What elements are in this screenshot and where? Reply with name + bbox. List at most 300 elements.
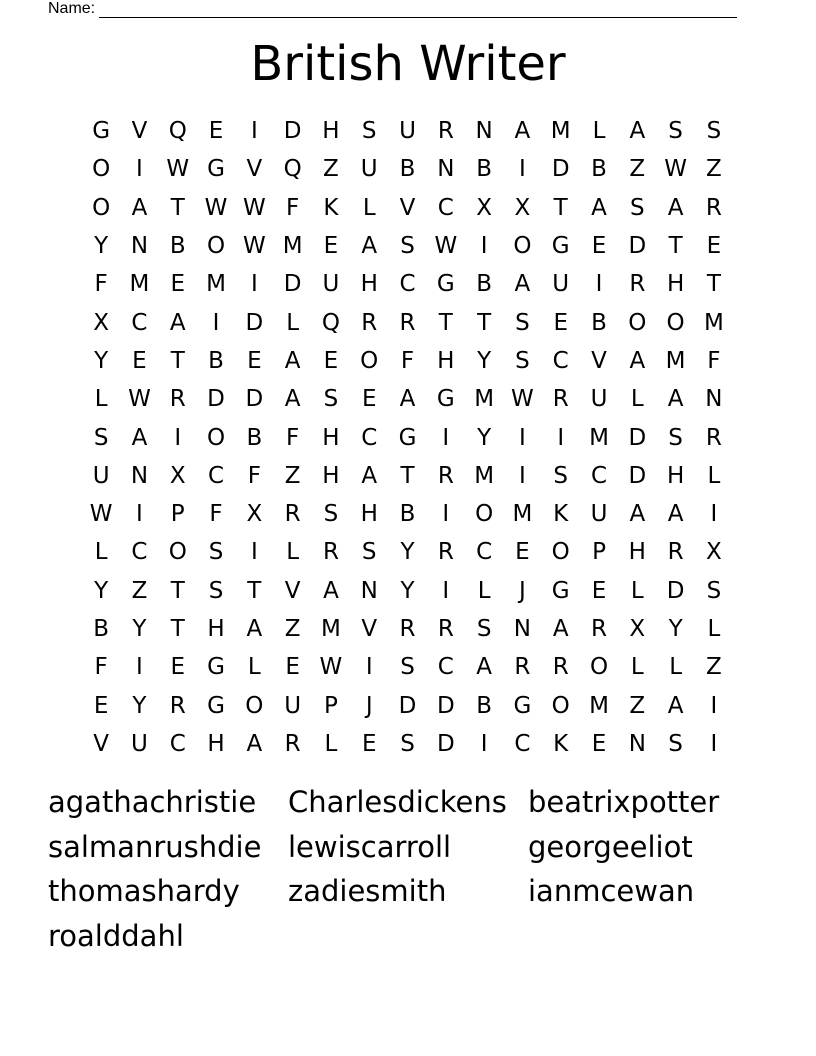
grid-letter[interactable]: I — [519, 424, 526, 451]
grid-letter[interactable]: X — [476, 194, 492, 221]
grid-letter[interactable]: M — [589, 692, 609, 719]
grid-letter[interactable]: V — [246, 156, 263, 183]
grid-letter[interactable]: T — [438, 309, 453, 336]
grid-letter[interactable]: H — [666, 271, 685, 298]
grid-letter[interactable]: Z — [629, 156, 646, 183]
grid-letter[interactable]: N — [360, 577, 378, 604]
grid-letter[interactable]: G — [207, 654, 225, 681]
grid-letter[interactable]: H — [322, 424, 340, 451]
grid-letter[interactable]: B — [169, 233, 186, 260]
grid-letter[interactable]: R — [514, 654, 531, 681]
grid-letter[interactable]: C — [131, 309, 148, 336]
grid-letter[interactable]: M — [589, 424, 609, 451]
grid-letter[interactable]: O — [360, 347, 379, 374]
grid-letter[interactable]: U — [284, 692, 302, 719]
grid-row — [82, 418, 734, 456]
grid-letter[interactable]: E — [170, 654, 186, 681]
grid-letter[interactable]: H — [322, 462, 340, 489]
grid-letter[interactable]: D — [398, 692, 417, 719]
grid-letter[interactable]: I — [212, 309, 220, 336]
grid-letter[interactable]: I — [250, 539, 258, 566]
grid-letter[interactable]: E — [247, 347, 262, 374]
grid-letter[interactable]: M — [703, 309, 724, 336]
grid-letter[interactable]: O — [589, 654, 609, 681]
grid-letter[interactable]: V — [131, 118, 148, 145]
grid-letter[interactable]: E — [591, 233, 607, 260]
grid-letter[interactable]: C — [399, 271, 416, 298]
grid-letter[interactable]: S — [476, 616, 492, 642]
grid-letter[interactable]: E — [515, 539, 530, 566]
grid-letter[interactable]: U — [92, 462, 110, 489]
grid-letter[interactable]: S — [553, 462, 569, 489]
grid-letter[interactable]: R — [169, 386, 186, 413]
grid-letter[interactable]: D — [283, 118, 302, 145]
grid-letter[interactable]: R — [705, 194, 722, 221]
grid-letter[interactable]: L — [477, 577, 491, 604]
grid-letter[interactable]: L — [630, 654, 644, 681]
grid-letter[interactable]: E — [132, 347, 147, 374]
grid-letter[interactable]: G — [551, 577, 570, 604]
grid-letter[interactable]: R — [399, 309, 416, 336]
grid-letter[interactable]: N — [705, 386, 723, 413]
grid-letter[interactable]: M — [512, 501, 533, 528]
grid-letter[interactable]: L — [94, 539, 108, 566]
grid-letter[interactable]: I — [480, 233, 488, 260]
grid-letter[interactable]: O — [92, 156, 111, 183]
grid-letter[interactable]: A — [552, 616, 569, 642]
grid-letter[interactable]: P — [170, 501, 185, 528]
grid-letter[interactable]: N — [628, 730, 646, 757]
grid-letter[interactable]: W — [128, 386, 151, 413]
grid-letter[interactable]: H — [322, 118, 340, 145]
grid-letter[interactable]: F — [94, 271, 108, 298]
grid-letter[interactable]: S — [668, 730, 683, 757]
grid-letter[interactable]: S — [515, 347, 530, 374]
grid-letter[interactable]: R — [437, 118, 454, 145]
grid-letter[interactable]: S — [400, 233, 415, 260]
grid-letter[interactable]: N — [513, 616, 532, 642]
grid-letter[interactable]: V — [591, 347, 607, 374]
grid-letter[interactable]: F — [209, 501, 223, 528]
grid-letter[interactable]: S — [706, 118, 722, 145]
grid-letter[interactable]: D — [245, 386, 264, 413]
word-list-item: roalddahl — [48, 918, 184, 953]
grid-letter[interactable]: B — [208, 347, 224, 374]
grid-letter[interactable]: E — [323, 233, 339, 260]
grid-letter[interactable]: S — [515, 309, 530, 336]
grid-letter[interactable]: G — [207, 692, 225, 719]
grid-letter[interactable]: D — [207, 386, 225, 413]
grid-letter[interactable]: F — [400, 347, 415, 374]
grid-letter[interactable]: B — [476, 692, 492, 719]
grid-row — [82, 342, 734, 380]
grid-letter[interactable]: J — [519, 577, 526, 604]
grid-letter[interactable]: L — [324, 730, 338, 757]
grid-letter[interactable]: C — [437, 654, 454, 681]
grid-row — [82, 648, 734, 686]
grid-letter[interactable]: A — [667, 692, 684, 719]
grid-letter[interactable]: E — [591, 577, 607, 604]
grid-letter[interactable]: M — [321, 616, 341, 642]
grid-letter[interactable]: K — [553, 501, 569, 528]
grid-letter[interactable]: I — [442, 424, 450, 451]
grid-letter[interactable]: F — [707, 347, 721, 374]
grid-letter[interactable]: E — [170, 271, 186, 298]
grid-letter[interactable]: N — [475, 118, 493, 145]
grid-letter[interactable]: D — [666, 577, 685, 604]
grid-letter[interactable]: N — [437, 156, 455, 183]
grid-letter[interactable]: S — [208, 577, 224, 604]
grid-letter[interactable]: G — [436, 386, 455, 413]
grid-letter[interactable]: W — [664, 156, 687, 183]
grid-letter[interactable]: Q — [168, 118, 187, 145]
grid-letter[interactable]: C — [208, 462, 225, 489]
grid-letter[interactable]: R — [705, 424, 722, 451]
grid-letter[interactable]: S — [400, 730, 415, 757]
grid-letter[interactable]: A — [284, 386, 301, 413]
grid-letter[interactable]: T — [400, 462, 415, 489]
grid-letter[interactable]: O — [92, 194, 111, 221]
grid-letter[interactable]: I — [136, 156, 143, 183]
grid-letter[interactable]: G — [551, 233, 570, 260]
grid-letter[interactable]: L — [286, 309, 300, 336]
grid-letter[interactable]: X — [93, 309, 110, 336]
grid-letter[interactable]: V — [93, 730, 110, 757]
grid-letter[interactable]: I — [519, 156, 526, 183]
grid-letter[interactable]: A — [131, 424, 148, 451]
grid-letter[interactable]: G — [513, 692, 532, 719]
grid-letter[interactable]: R — [437, 539, 454, 566]
grid-letter[interactable]: D — [245, 309, 264, 336]
grid-letter[interactable]: O — [206, 424, 226, 451]
grid-letter[interactable]: C — [131, 539, 148, 566]
grid-letter[interactable]: A — [667, 194, 684, 221]
grid-letter[interactable]: B — [591, 156, 607, 183]
grid-letter[interactable]: Z — [131, 577, 148, 604]
grid-letter[interactable]: A — [514, 271, 531, 298]
grid-letter[interactable]: O — [666, 309, 685, 336]
grid-letter[interactable]: M — [129, 271, 150, 298]
grid-letter[interactable]: T — [247, 577, 262, 604]
grid-letter[interactable]: H — [207, 616, 225, 642]
grid-letter[interactable]: B — [476, 156, 492, 183]
grid-letter[interactable]: A — [591, 194, 607, 221]
grid-letter[interactable]: D — [628, 424, 647, 451]
grid-letter[interactable]: I — [174, 424, 182, 451]
grid-letter[interactable]: Z — [706, 156, 722, 183]
grid-letter[interactable]: Z — [629, 692, 646, 719]
grid-letter[interactable]: A — [667, 386, 684, 413]
grid-letter[interactable]: O — [168, 539, 187, 566]
grid-letter[interactable]: M — [206, 271, 226, 298]
grid-letter[interactable]: T — [668, 233, 683, 260]
grid-letter[interactable]: Y — [477, 347, 492, 374]
grid-letter[interactable]: R — [322, 539, 339, 566]
word-list-item: georgeeliot — [528, 829, 693, 864]
grid-letter[interactable]: L — [362, 194, 376, 221]
grid-letter[interactable]: S — [400, 654, 415, 681]
grid-letter[interactable]: V — [284, 577, 301, 604]
grid-letter[interactable]: I — [136, 501, 143, 528]
grid-letter[interactable]: A — [629, 501, 646, 528]
grid-letter[interactable]: E — [93, 692, 109, 719]
grid-letter[interactable]: U — [590, 501, 608, 528]
grid-letter[interactable]: I — [442, 577, 450, 604]
grid-letter[interactable]: R — [552, 654, 569, 681]
grid-letter[interactable]: R — [591, 616, 607, 642]
grid-letter[interactable]: O — [513, 233, 532, 260]
grid-letter[interactable]: D — [436, 692, 455, 719]
grid-letter[interactable]: U — [552, 271, 570, 298]
grid-letter[interactable]: S — [323, 386, 339, 413]
grid-letter[interactable]: R — [667, 539, 684, 566]
grid-letter[interactable]: I — [557, 424, 565, 451]
grid-letter[interactable]: Z — [284, 462, 301, 489]
grid-letter[interactable]: A — [629, 347, 646, 374]
grid-letter[interactable]: F — [286, 424, 300, 451]
grid-letter[interactable]: A — [361, 233, 378, 260]
grid-letter[interactable]: D — [283, 271, 302, 298]
grid-letter[interactable]: W — [319, 654, 343, 681]
word-list-item: salmanrushdie — [48, 829, 262, 864]
word-list-item: Charlesdickens — [288, 785, 507, 819]
grid-letter[interactable]: H — [628, 539, 646, 566]
grid-letter[interactable]: M — [474, 386, 495, 413]
grid-letter[interactable]: R — [552, 386, 569, 413]
grid-letter[interactable]: L — [669, 654, 683, 681]
grid-letter[interactable]: Y — [94, 577, 109, 604]
grid-letter[interactable]: S — [706, 577, 722, 604]
grid-letter[interactable]: F — [94, 654, 108, 681]
grid-letter[interactable]: S — [668, 424, 683, 451]
grid-letter[interactable]: C — [169, 730, 186, 757]
grid-letter[interactable]: A — [246, 730, 263, 757]
grid-letter[interactable]: N — [130, 233, 149, 260]
grid-letter[interactable]: T — [170, 577, 185, 604]
grid-letter[interactable]: V — [399, 194, 416, 221]
grid-letter[interactable]: I — [519, 462, 526, 489]
grid-letter[interactable]: M — [474, 462, 495, 489]
grid-letter[interactable]: I — [480, 730, 488, 757]
grid-letter[interactable]: R — [361, 309, 378, 336]
grid-letter[interactable]: Y — [132, 692, 147, 719]
grid-letter[interactable]: E — [591, 730, 607, 757]
grid-letter[interactable]: I — [442, 501, 450, 528]
grid-letter[interactable]: P — [323, 692, 338, 719]
grid-letter[interactable]: C — [361, 424, 378, 451]
grid-letter[interactable]: G — [92, 118, 111, 145]
grid-letter[interactable]: W — [511, 386, 534, 413]
grid-letter[interactable]: S — [208, 539, 224, 566]
grid-letter[interactable]: M — [665, 347, 686, 374]
grid-letter[interactable]: U — [360, 156, 378, 183]
grid-letter[interactable]: W — [166, 156, 190, 183]
grid-letter[interactable]: O — [245, 692, 264, 719]
grid-letter[interactable]: S — [668, 118, 683, 145]
grid-letter[interactable]: L — [707, 616, 721, 642]
grid-letter[interactable]: O — [551, 692, 570, 719]
grid-row — [82, 380, 734, 418]
grid-letter[interactable]: S — [323, 501, 339, 528]
grid-letter[interactable]: A — [361, 462, 378, 489]
grid-letter[interactable]: Y — [94, 347, 109, 374]
grid-letter[interactable]: X — [706, 539, 722, 566]
grid-letter[interactable]: N — [130, 462, 149, 489]
grid-letter[interactable]: E — [285, 654, 300, 681]
grid-row — [82, 227, 734, 265]
grid-letter[interactable]: Z — [706, 654, 722, 681]
grid-letter[interactable]: H — [207, 730, 225, 757]
grid-letter[interactable]: L — [592, 118, 606, 145]
name-blank-line[interactable] — [99, 3, 737, 18]
grid-letter[interactable]: I — [710, 501, 718, 528]
grid-letter[interactable]: A — [514, 118, 531, 145]
grid-letter[interactable]: Y — [668, 616, 683, 642]
grid-letter[interactable]: O — [551, 539, 570, 566]
grid-letter[interactable]: V — [361, 616, 378, 642]
grid-letter[interactable]: H — [360, 271, 378, 298]
grid-letter[interactable]: R — [169, 692, 186, 719]
grid-letter[interactable]: R — [284, 501, 301, 528]
grid-letter[interactable]: E — [706, 233, 722, 260]
grid-letter[interactable]: D — [628, 462, 647, 489]
grid-letter[interactable]: X — [169, 462, 186, 489]
grid-letter[interactable]: B — [476, 271, 492, 298]
grid-letter[interactable]: I — [136, 654, 143, 681]
grid-letter[interactable]: M — [550, 118, 571, 145]
grid-letter[interactable]: H — [666, 462, 685, 489]
grid-letter[interactable]: Q — [283, 156, 302, 183]
grid-row — [82, 610, 734, 648]
grid-letter[interactable]: E — [323, 347, 339, 374]
grid-letter[interactable]: I — [365, 654, 373, 681]
grid-letter[interactable]: G — [398, 424, 417, 451]
grid-letter[interactable]: B — [93, 616, 110, 642]
grid-letter[interactable]: C — [476, 539, 493, 566]
grid-letter[interactable]: G — [207, 156, 225, 183]
grid-letter[interactable]: Z — [284, 616, 301, 642]
grid-letter[interactable]: B — [246, 424, 263, 451]
grid-letter[interactable]: A — [476, 654, 492, 681]
grid-letter[interactable]: R — [629, 271, 646, 298]
grid-letter[interactable]: C — [437, 194, 454, 221]
grid-letter[interactable]: O — [628, 309, 647, 336]
grid-letter[interactable]: A — [169, 309, 186, 336]
grid-letter[interactable]: B — [399, 501, 416, 528]
grid-letter[interactable]: W — [242, 194, 266, 221]
grid-letter[interactable]: Y — [400, 577, 415, 604]
grid-letter[interactable]: S — [361, 539, 377, 566]
grid-letter[interactable]: T — [170, 194, 185, 221]
grid-letter[interactable]: B — [399, 156, 416, 183]
grid-letter[interactable]: C — [514, 730, 531, 757]
grid-letter[interactable]: S — [93, 424, 109, 451]
grid-letter[interactable]: A — [246, 616, 263, 642]
grid-letter[interactable]: Y — [477, 424, 492, 451]
grid-letter[interactable]: R — [437, 462, 454, 489]
grid-letter[interactable]: B — [591, 309, 607, 336]
grid-letter[interactable]: Y — [400, 539, 415, 566]
grid-letter[interactable]: D — [628, 233, 647, 260]
grid-letter[interactable]: Y — [94, 233, 109, 260]
grid-letter[interactable]: I — [595, 271, 603, 298]
grid-letter[interactable]: S — [361, 118, 377, 145]
grid-letter[interactable]: A — [284, 347, 301, 374]
grid-letter[interactable]: D — [436, 730, 455, 757]
grid-letter[interactable]: T — [477, 309, 492, 336]
grid-letter[interactable]: U — [322, 271, 340, 298]
grid-letter[interactable]: F — [286, 194, 300, 221]
grid-letter[interactable]: D — [551, 156, 570, 183]
grid-letter[interactable]: X — [514, 194, 531, 221]
grid-letter[interactable]: E — [208, 118, 224, 145]
grid-letter[interactable]: I — [250, 118, 258, 145]
grid-letter[interactable]: W — [434, 233, 458, 260]
grid-letter[interactable]: T — [553, 194, 568, 221]
grid-letter[interactable]: L — [94, 386, 108, 413]
grid-letter[interactable]: G — [436, 271, 455, 298]
grid-letter[interactable]: A — [667, 501, 684, 528]
grid-letter[interactable]: K — [553, 730, 569, 757]
grid-letter[interactable]: Q — [321, 309, 340, 336]
grid-letter[interactable]: L — [630, 577, 644, 604]
grid-letter[interactable]: T — [706, 271, 721, 298]
grid-letter[interactable]: Y — [132, 616, 147, 642]
grid-letter[interactable]: L — [630, 386, 644, 413]
grid-letter[interactable]: T — [170, 347, 185, 374]
grid-letter[interactable]: U — [590, 386, 608, 413]
grid-letter[interactable]: I — [710, 730, 718, 757]
grid-letter[interactable]: I — [250, 271, 258, 298]
grid-letter[interactable]: W — [204, 194, 228, 221]
grid-letter[interactable]: R — [399, 616, 416, 642]
grid-letter[interactable]: I — [710, 692, 718, 719]
grid-letter[interactable]: T — [170, 616, 185, 642]
grid-letter[interactable]: J — [365, 692, 373, 719]
grid-letter[interactable]: X — [246, 501, 263, 528]
grid-letter[interactable]: P — [592, 539, 606, 566]
grid-letter[interactable]: U — [399, 118, 416, 145]
grid-letter[interactable]: H — [437, 347, 455, 374]
grid-letter[interactable]: L — [286, 539, 300, 566]
grid-letter[interactable]: E — [553, 309, 568, 336]
grid-letter[interactable]: A — [131, 194, 148, 221]
grid-letter[interactable]: K — [323, 194, 339, 221]
grid-letter[interactable]: O — [475, 501, 494, 528]
grid-letter[interactable]: E — [361, 730, 377, 757]
grid-letter[interactable]: R — [437, 616, 454, 642]
grid-letter[interactable]: E — [361, 386, 377, 413]
grid-letter[interactable]: W — [89, 501, 113, 528]
grid-letter[interactable]: F — [247, 462, 261, 489]
grid-letter[interactable]: A — [399, 386, 416, 413]
grid-letter[interactable]: Z — [323, 156, 339, 183]
grid-letter[interactable]: S — [630, 194, 645, 221]
grid-letter[interactable]: L — [247, 654, 261, 681]
grid-letter[interactable]: R — [284, 730, 301, 757]
grid-letter[interactable]: C — [590, 462, 608, 489]
grid-letter[interactable]: A — [629, 118, 646, 145]
grid-letter[interactable]: U — [131, 730, 148, 757]
grid-letter[interactable]: H — [360, 501, 378, 528]
grid-letter[interactable]: X — [629, 616, 646, 642]
grid-letter[interactable]: A — [323, 577, 339, 604]
grid-letter[interactable]: O — [206, 233, 226, 260]
grid-letter[interactable]: M — [282, 233, 303, 260]
grid-letter[interactable]: C — [552, 347, 569, 374]
grid-letter[interactable]: L — [707, 462, 721, 489]
grid-letter[interactable]: W — [242, 233, 266, 260]
